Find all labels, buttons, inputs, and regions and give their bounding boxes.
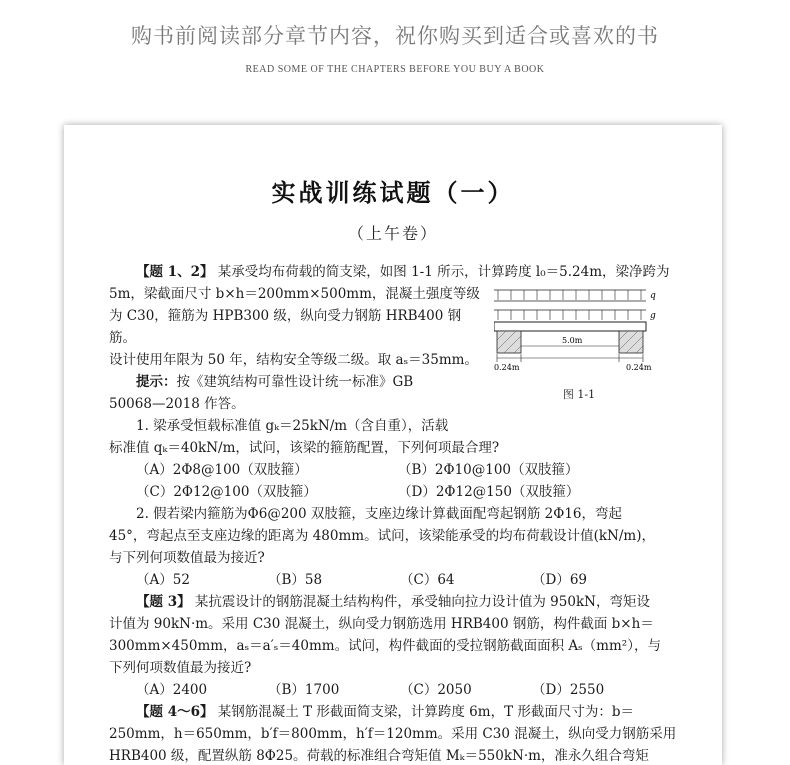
label-q: q	[650, 291, 656, 301]
q1-line2: 标准值 qₖ＝40kN/m，试问，该梁的箍筋配置，下列何项最合理?	[109, 440, 500, 456]
q46-tag: 【题 4～6】	[136, 704, 214, 720]
q12-hint	[109, 371, 487, 393]
q1-line1: 1. 梁承受恒载标准值 gₖ＝25kN/m（含自重），活载	[136, 418, 449, 434]
q12-line4: 设计使用年限为 50 年，结构安全等级二级。取 aₛ＝35mm。	[109, 352, 478, 368]
q46-line2: 250mm，h＝650mm，b′f＝800mm，h′f＝120mm。采用 C30 混凝土，纵向受力钢筋采用	[109, 726, 677, 742]
q1-option-c: （C）2Φ12@100（双肢箍）	[136, 484, 317, 500]
q3-option-c: （C）2050	[400, 682, 472, 698]
label-right-support: 0.24m	[626, 363, 652, 372]
page-subtitle: （上午卷）	[347, 224, 438, 243]
q2-line1: 2. 假若梁内箍筋为Φ6@200 双肢箍，支座边缘计算截面配弯起钢筋 2Φ16，弯起	[136, 506, 623, 522]
question-text	[109, 261, 684, 765]
q1-options-row1	[109, 459, 684, 481]
q2-options	[109, 569, 684, 591]
q1-option-d: （D）2Φ12@150（双肢箍）	[398, 484, 580, 500]
banner-title-cn: 购书前阅读部分章节内容，祝你购买到适合或喜欢的书	[131, 24, 659, 48]
q3-option-d: （D）2550	[532, 682, 605, 698]
q3-line1	[109, 591, 684, 613]
q12-line1	[109, 261, 684, 283]
q3-line4: 下列何项数值最为接近?	[109, 660, 252, 676]
hint-label: 提示：	[136, 374, 177, 390]
q12-hint-line2: 50068—2018 作答。	[109, 396, 245, 412]
q12-text1: 某承受均布荷载的简支梁，如图 1-1 所示，计算跨度 l₀＝5.24m，梁净跨为	[217, 264, 670, 280]
q46-line3: HRB400 级，配置纵筋 8Φ25。荷载的标准组合弯矩值 Mₖ＝550kN·m，准永久组合弯矩	[109, 748, 649, 764]
q2-line3: 与下列何项数值最为接近?	[109, 550, 265, 566]
q2-option-a: （A）52	[136, 572, 190, 588]
q2-option-d: （D）69	[532, 572, 588, 588]
q3-options	[109, 679, 684, 701]
q3-option-b: （B）1700	[268, 682, 340, 698]
q1-option-b: （B）2Φ10@100（双肢箍）	[398, 462, 579, 478]
book-page	[64, 125, 722, 765]
label-g: g	[650, 311, 656, 321]
q3-tag: 【题 3】	[136, 594, 191, 610]
hint-text: 按《建筑结构可靠性设计统一标准》GB	[176, 374, 414, 390]
q2-option-b: （B）58	[268, 572, 323, 588]
q3-line3: 300mm×450mm，aₛ＝a′ₛ＝40mm。试问，构件截面的受拉钢筋截面面积 Aₛ（mm²），与	[109, 638, 661, 654]
q12-line3: 为 C30，箍筋为 HPB300 级，纵向受力钢筋 HRB400 钢筋。	[109, 308, 462, 346]
q2-option-c: （C）64	[400, 572, 455, 588]
q2-line2: 45°，弯起点至支座边缘的距离为 480mm。试问，该梁能承受的均布荷载设计值(kN/m)，	[109, 528, 655, 544]
label-span: 5.0m	[562, 336, 583, 345]
banner-title-en: READ SOME OF THE CHAPTERS BEFORE YOU BUY A BOOK	[245, 64, 545, 75]
q3-text1: 某抗震设计的钢筋混凝土结构构件，承受轴向拉力设计值为 950kN，弯矩设	[194, 594, 650, 610]
page-title: 实战训练试题（一）	[271, 179, 515, 207]
q3-option-a: （A）2400	[136, 682, 208, 698]
q12-line2: 5m，梁截面尺寸 b×h＝200mm×500mm，混凝土强度等级	[109, 286, 480, 302]
label-left-support: 0.24m	[494, 363, 520, 372]
q46-line1	[109, 701, 684, 723]
q1-options-row2	[109, 481, 684, 503]
q1-option-a: （A）2Φ8@100（双肢箍）	[136, 462, 308, 478]
q3-line2: 计值为 90kN·m。采用 C30 混凝土，纵向受力钢筋选用 HRB400 钢筋，构件截面 b×h＝	[109, 616, 654, 632]
q46-text1: 某钢筋混凝土 T 形截面简支梁，计算跨度 6m，T 形截面尺寸为：b＝	[217, 704, 635, 720]
figure-caption: 图 1-1	[562, 388, 596, 401]
q12-tag: 【题 1、2】	[136, 264, 214, 280]
